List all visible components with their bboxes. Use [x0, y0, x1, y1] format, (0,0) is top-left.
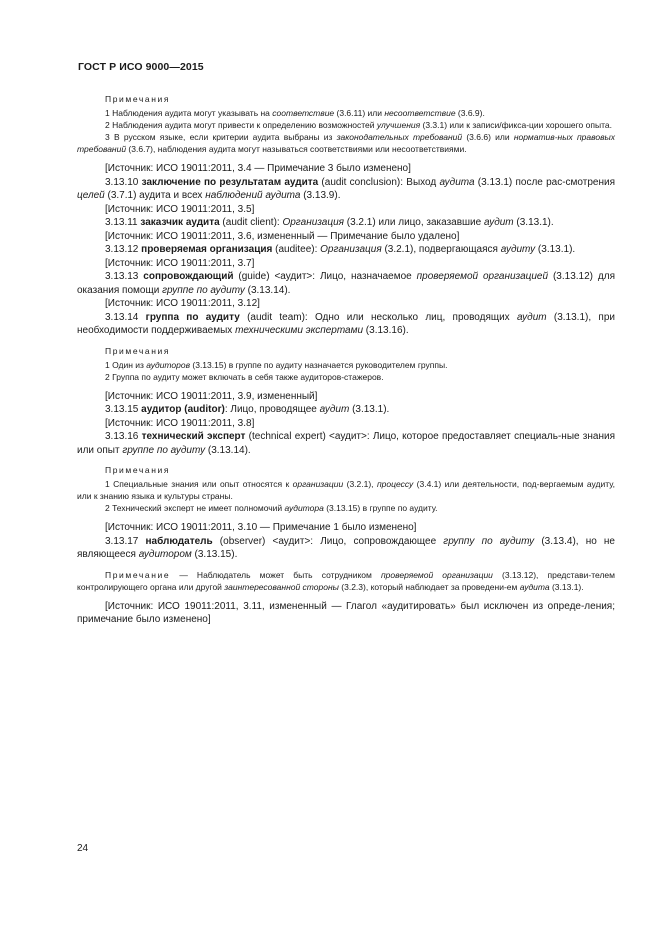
- note-item: Примечание — Наблюдатель может быть сотрудником проверяемой организации (3.13.12), представи-телем контролирующего органа или другой заинтересованной стороны (3.2.3), который наблюдает за проведени-ем аудита (3.13.1).: [77, 569, 615, 592]
- term-3-13-16: 3.13.16 технический эксперт (technical expert) <аудит>: Лицо, которое предоставляет специаль-ные знания или опыт группе по аудиту (3.13.14).: [77, 431, 615, 456]
- source-reference: [Источник: ИСО 19011:2011, 3.12]: [105, 298, 260, 309]
- term-3-13-13: 3.13.13 сопровождающий (guide) <аудит>: Лицо, назначаемое проверяемой организацией (3.13.12) для оказания помощи группе по аудиту (3.13.14).: [77, 271, 616, 296]
- term-3-13-17: 3.13.17 наблюдатель (observer) <аудит>: Лицо, сопровождающее группу по аудиту (3.13.4), но не являющееся аудитором (3.13.15).: [77, 535, 615, 560]
- source-reference: [Источник: ИСО 19011:2011, 3.4 — Примечание 3 было изменено]: [105, 163, 411, 174]
- term-3-13-11: 3.13.11 заказчик аудита (audit client): Организация (3.2.1) или лицо, заказавшие аудит (3.13.1).: [105, 217, 554, 228]
- note-item: 2 Наблюдения аудита могут привести к определению возможностей улучшения (3.3.1) или к записи/фикса-ции хорошего опыта.: [105, 120, 612, 130]
- note-item: 1 Специальные знания или опыт относятся к организации (3.2.1), процессу (3.4.1) или деятельности, под-вергаемым аудиту, или к знанию языка и культуры страны.: [77, 479, 615, 501]
- source-reference: [Источник: ИСО 19011:2011, 3.11, измененный — Глагол «аудитировать» был исключен из опреде-ления; примечание было изменено]: [77, 600, 615, 625]
- notes-title: Примечания: [105, 345, 171, 356]
- note-item: 1 Наблюдения аудита могут указывать на соответствие (3.6.11) или несоответствие (3.6.9).: [105, 108, 485, 118]
- page-number: 24: [77, 843, 89, 854]
- source-reference: [Источник: ИСО 19011:2011, 3.6, измененный — Примечание было удалено]: [105, 230, 460, 242]
- source-reference: [Источник: ИСО 19011:2011, 3.5]: [105, 203, 255, 215]
- note-item: 3 В русском языке, если критерии аудита выбраны из законодательных требований (3.6.6) или норматив-ных правовых требований (3.6.7), наблюдения аудита могут называться соответствиями или несоответствиями.: [77, 132, 616, 154]
- note-item: 1 Один из аудиторов (3.13.15) в группе по аудиту назначается руководителем группы.: [105, 359, 448, 370]
- source-reference: [Источник: ИСО 19011:2011, 3.7]: [105, 257, 255, 269]
- term-3-13-12: 3.13.12 проверяемая организация (auditee): Организация (3.2.1), подвергающаяся аудиту (3.13.1).: [105, 244, 576, 255]
- note-item: 2 Группа по аудиту может включать в себя также аудиторов-стажеров.: [105, 371, 384, 382]
- note-item: 2 Технический эксперт не имеет полномочий аудитора (3.13.15) в группе по аудиту.: [105, 503, 438, 513]
- source-reference: [Источник: ИСО 19011:2011, 3.10 — Примечание 1 было изменено]: [105, 522, 417, 533]
- term-3-13-10: 3.13.10 заключение по результатам аудита (audit conclusion): Выход аудита (3.13.1) после рас-смотрения целей (3.7.1) аудита и всех наблюдений аудита (3.13.9).: [77, 176, 615, 201]
- standard-header: ГОСТ Р ИСО 9000—2015: [78, 61, 204, 73]
- term-3-13-15: 3.13.15 аудитор (auditor): Лицо, проводящее аудит (3.13.1).: [105, 404, 390, 415]
- source-reference: [Источник: ИСО 19011:2011, 3.8]: [105, 417, 255, 429]
- notes-title: Примечания: [105, 465, 171, 475]
- source-reference: [Источник: ИСО 19011:2011, 3.9, измененный]: [105, 390, 318, 402]
- notes-title: Примечания: [105, 94, 171, 104]
- term-3-13-14: 3.13.14 группа по аудиту (audit team): Одно или несколько лиц, проводящих аудит (3.13.1), при необходимости поддерживаемых техническими экспертами (3.13.16).: [77, 311, 615, 336]
- page-content: [77, 93, 615, 627]
